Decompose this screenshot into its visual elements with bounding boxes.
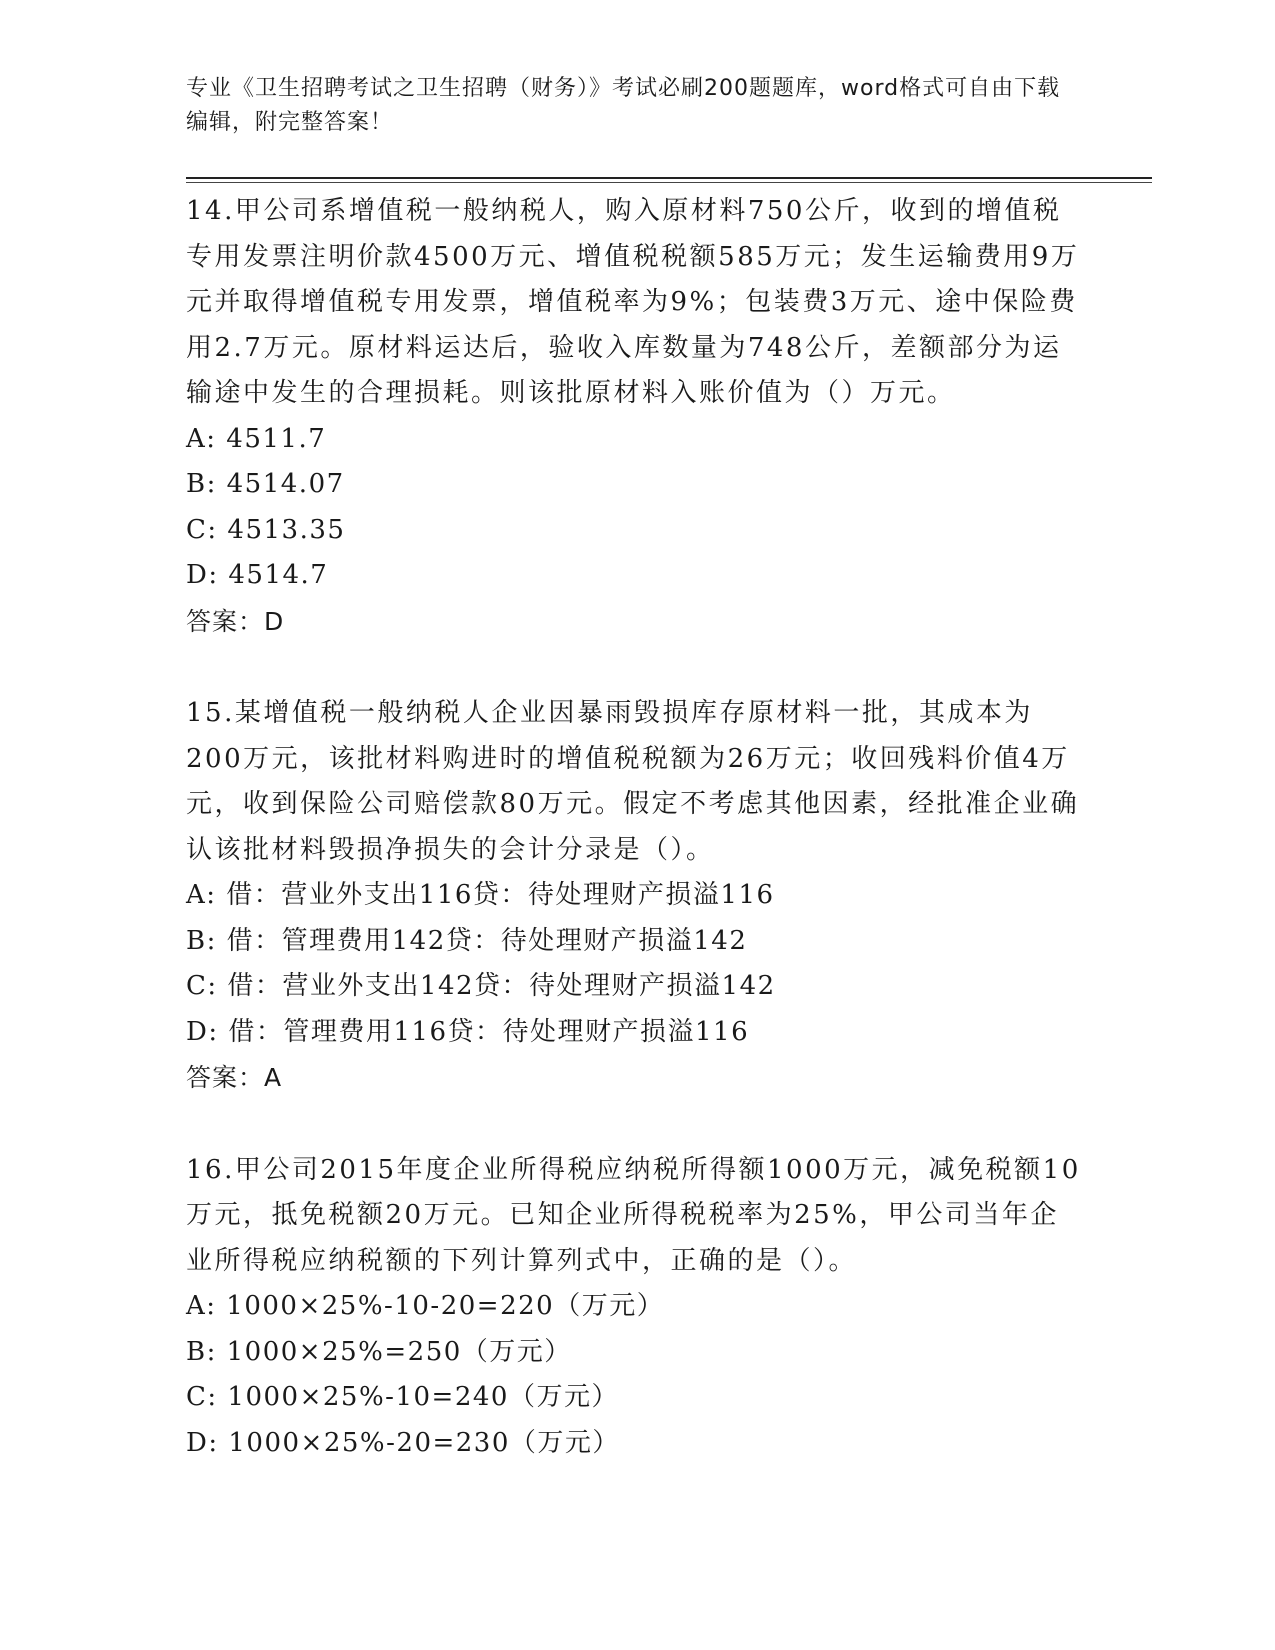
option-d: D: 借：管理费用116贷：待处理财产损溢116 <box>186 1016 750 1047</box>
question-stem: 16.甲公司2015年度企业所得税应纳税所得额1000万元，减免税额10万元，抵免税额20万元。已知企业所得税税率为25%，甲公司当年企业所得税应纳税额的下列计算列式中，正确的是（）。 <box>186 1154 1081 1276</box>
answer-line: 答案：A <box>186 1063 283 1092</box>
option-d: D: 4514.7 <box>186 560 329 590</box>
option-a: A: 1000×25%-10-20=220（万元） <box>186 1291 665 1321</box>
question-spacer <box>186 1101 1086 1146</box>
option-c: C: 1000×25%-10=240（万元） <box>186 1382 619 1412</box>
option-b: B: 借：管理费用142贷：待处理财产损溢142 <box>186 925 748 956</box>
option-d: D: 1000×25%-20=230（万元） <box>186 1427 620 1458</box>
question-16 <box>186 1146 1086 1467</box>
header-divider-thick <box>186 177 1152 179</box>
question-list <box>186 187 1086 1466</box>
question-spacer <box>186 644 1086 689</box>
document-header: 专业《卫生招聘考试之卫生招聘（财务）》考试必刷200题题库，word格式可自由下载编辑，附完整答案！ <box>186 76 1061 135</box>
option-c: C: 4513.35 <box>186 514 346 545</box>
answer-line: 答案：D <box>186 606 285 636</box>
question-14 <box>186 187 1086 644</box>
option-b: B: 4514.07 <box>186 469 345 499</box>
question-stem: 14.甲公司系增值税一般纳税人，购入原材料750公斤，收到的增值税专用发票注明价款4500万元、增值税税额585万元；发生运输费用9万元并取得增值税专用发票，增值税率为9%；包装费3万元、途中保险费用2.7万元。原材料运达后，验收入库数量为748公斤，差额部分为运输途中发生的合理损耗。则该批原材料入账价值为（）万元。 <box>186 196 1080 408</box>
question-stem: 15.某增值税一般纳税人企业因暴雨毁损库存原材料一批，其成本为200万元，该批材料购进时的增值税税额为26万元；收回残料价值4万元，收到保险公司赔偿款80万元。假定不考虑其他因素，经批准企业确认该批材料毁损净损失的会计分录是（）。 <box>186 698 1080 865</box>
option-c: C: 借：营业外支出142贷：待处理财产损溢142 <box>186 971 776 1001</box>
option-b: B: 1000×25%=250（万元） <box>186 1336 572 1367</box>
header-divider-thin <box>186 182 1152 183</box>
option-a: A: 4511.7 <box>186 423 327 454</box>
option-a: A: 借：营业外支出116贷：待处理财产损溢116 <box>186 880 775 910</box>
question-15 <box>186 689 1086 1101</box>
